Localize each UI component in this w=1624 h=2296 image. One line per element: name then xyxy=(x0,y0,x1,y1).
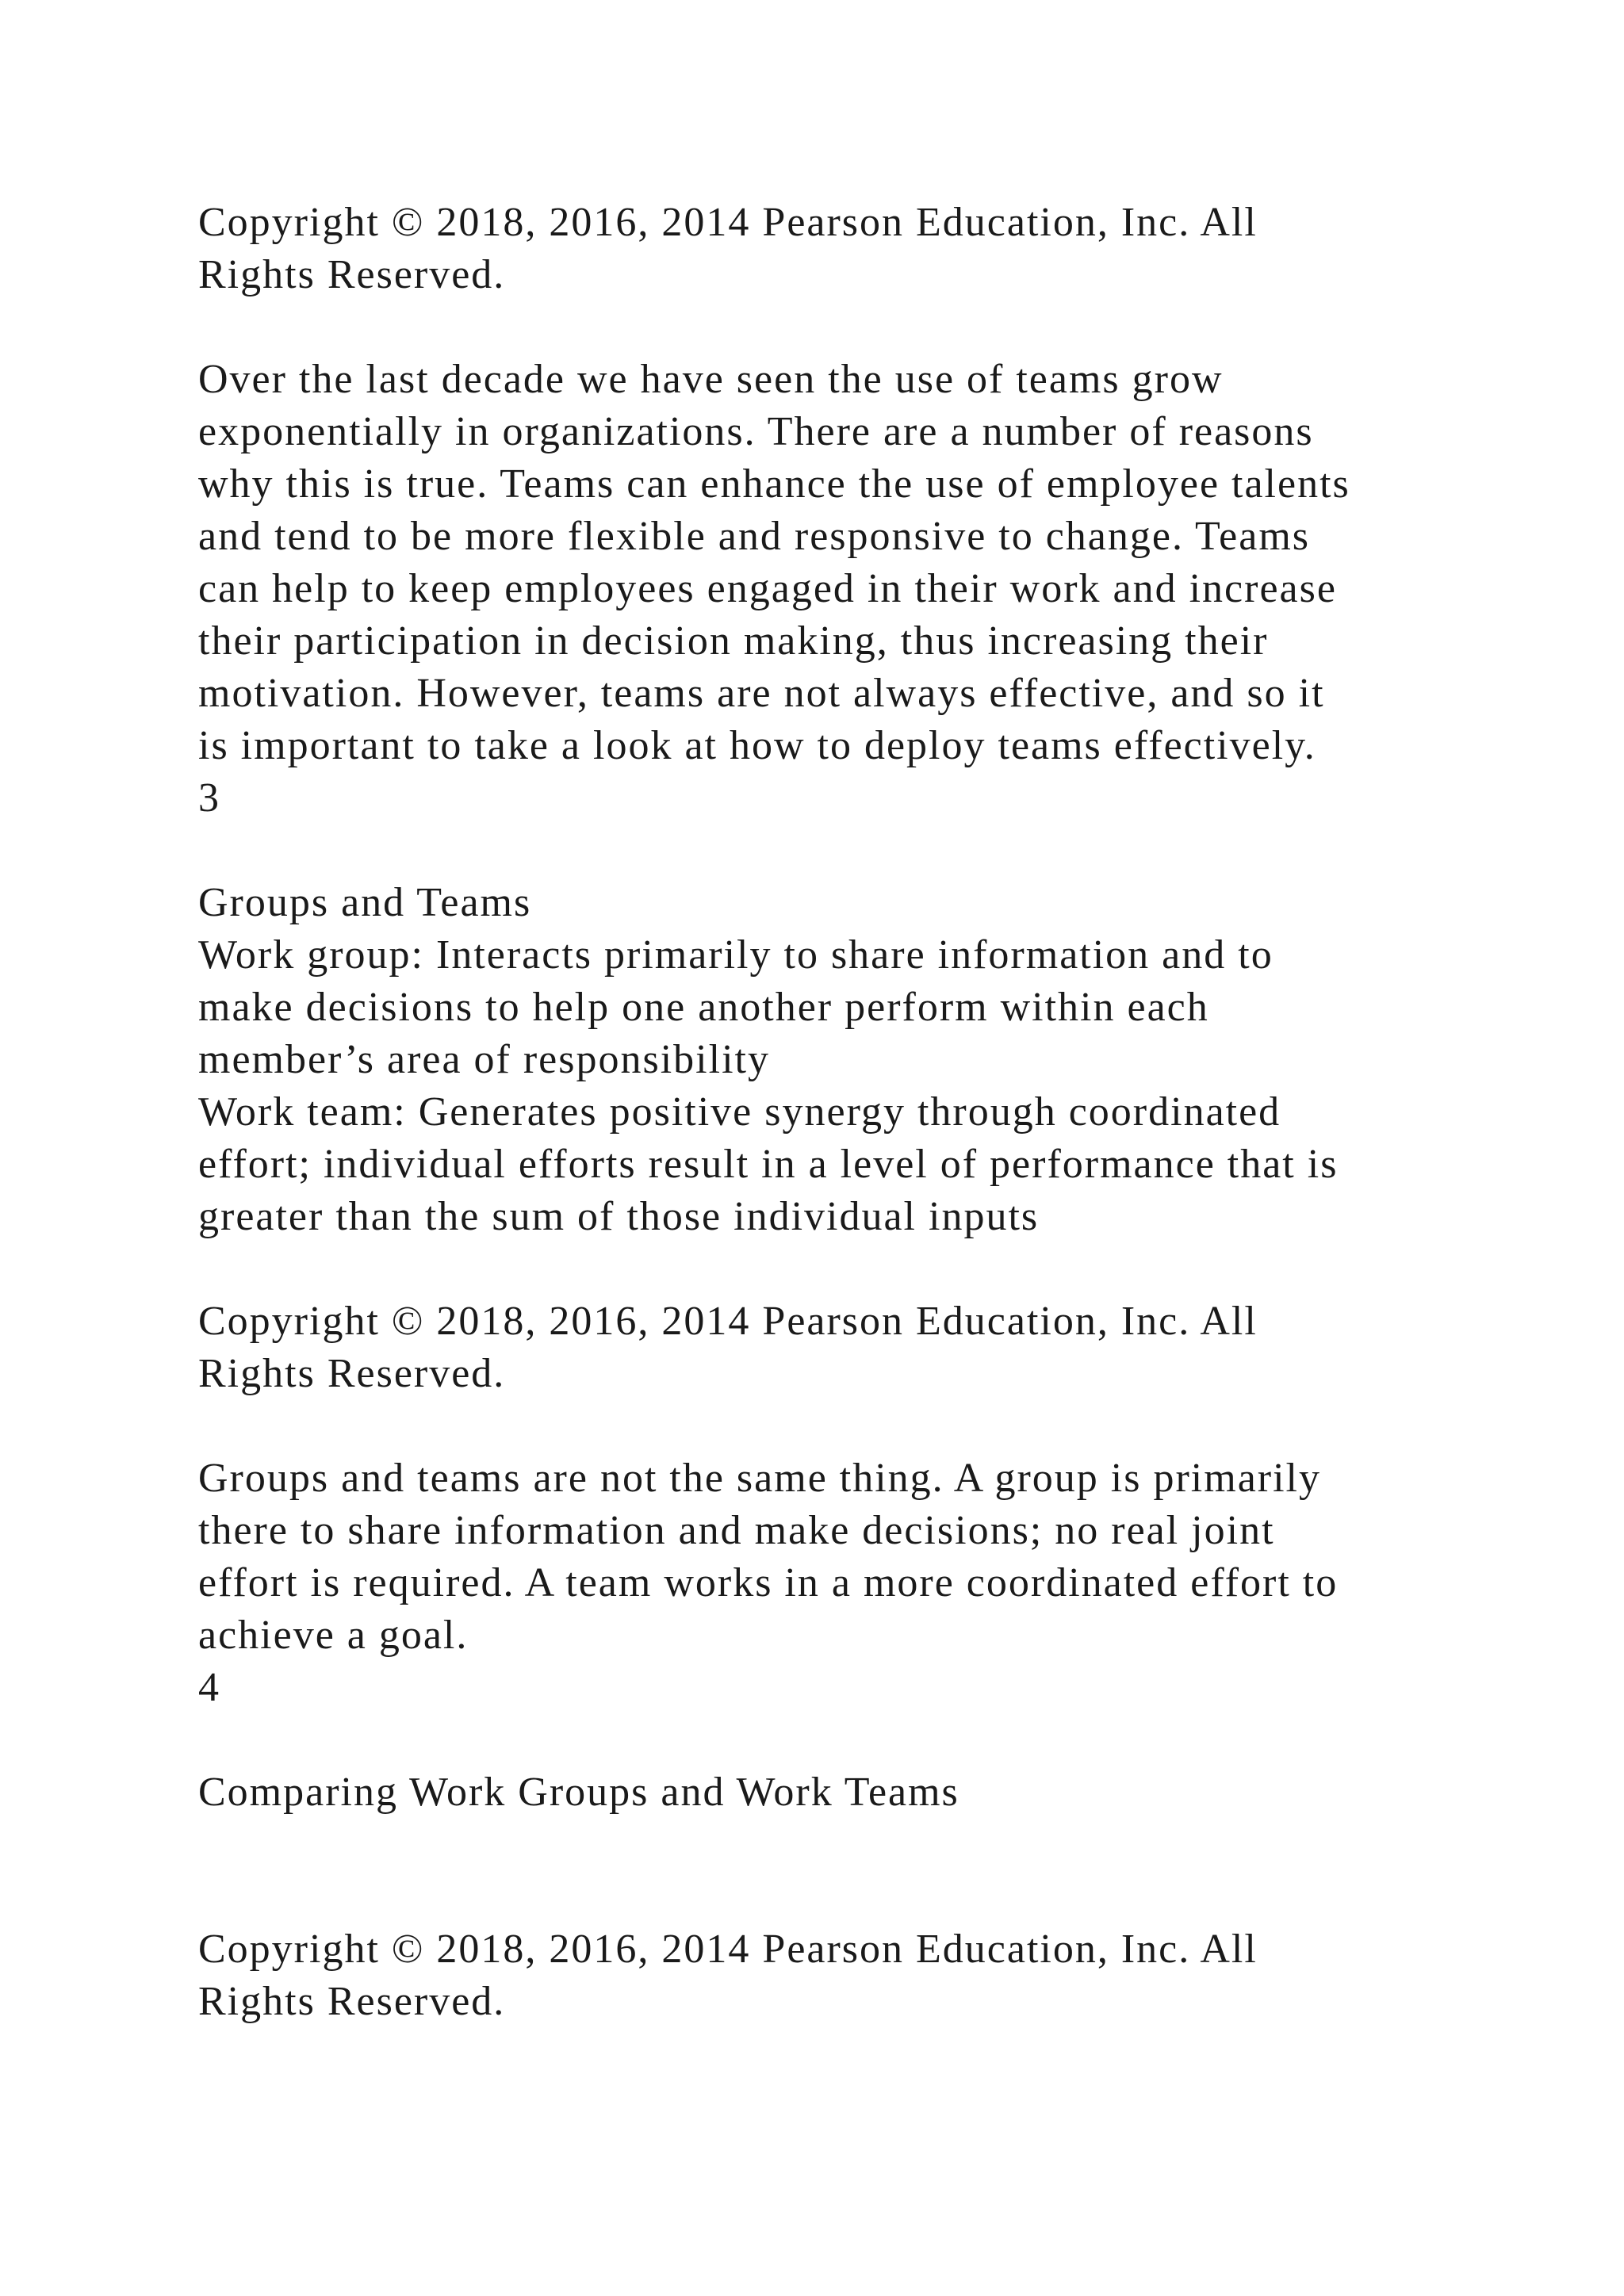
text-line: there to share information and make decisions; no real joint xyxy=(198,1508,1275,1553)
text-line: Copyright © 2018, 2016, 2014 Pearson Education, Inc. All xyxy=(198,200,1258,245)
section-heading: Groups and Teams xyxy=(198,880,532,925)
text-line: motivation. However, teams are not always effective, and so it xyxy=(198,671,1325,716)
text-line: Copyright © 2018, 2016, 2014 Pearson Education, Inc. All xyxy=(198,1299,1258,1344)
comparison-section xyxy=(198,1766,1546,1819)
text-line: effort is required. A team works in a more coordinated effort to xyxy=(198,1560,1339,1605)
text-line: Work group: Interacts primarily to share information and to xyxy=(198,932,1274,978)
section-heading: Comparing Work Groups and Work Teams xyxy=(198,1770,959,1815)
slide-number: 3 xyxy=(198,775,220,821)
copyright-notice xyxy=(198,1295,1546,1400)
text-line: and tend to be more flexible and responsive to change. Teams xyxy=(198,514,1310,559)
copyright-notice xyxy=(198,1923,1546,2028)
speaker-notes-paragraph xyxy=(198,1452,1546,1714)
text-line: is important to take a look at how to deploy teams effectively. xyxy=(198,723,1316,768)
text-line: why this is true. Teams can enhance the use of employee talents xyxy=(198,461,1350,507)
text-line: greater than the sum of those individual inputs xyxy=(198,1194,1040,1239)
text-line: exponentially in organizations. There are a number of reasons xyxy=(198,409,1314,454)
text-line: achieve a goal. xyxy=(198,1613,469,1658)
text-line: Rights Reserved. xyxy=(198,1979,506,2024)
groups-and-teams-section xyxy=(198,877,1546,1243)
text-line: make decisions to help one another perform within each xyxy=(198,985,1209,1030)
document-text xyxy=(198,197,1546,2028)
text-line: Rights Reserved. xyxy=(198,252,506,297)
text-line: member’s area of responsibility xyxy=(198,1037,770,1082)
text-line: Copyright © 2018, 2016, 2014 Pearson Education, Inc. All xyxy=(198,1927,1258,1972)
copyright-notice xyxy=(198,197,1546,301)
text-line: can help to keep employees engaged in their work and increase xyxy=(198,566,1337,611)
text-line: Rights Reserved. xyxy=(198,1351,506,1396)
text-line: Groups and teams are not the same thing. A group is primarily xyxy=(198,1456,1321,1501)
text-line: effort; individual efforts result in a level of performance that is xyxy=(198,1142,1339,1187)
text-line: Over the last decade we have seen the use of teams grow xyxy=(198,357,1224,402)
slide-number: 4 xyxy=(198,1665,220,1710)
speaker-notes-paragraph xyxy=(198,354,1546,825)
text-line: their participation in decision making, thus increasing their xyxy=(198,618,1269,664)
text-line: Work team: Generates positive synergy through coordinated xyxy=(198,1089,1281,1135)
